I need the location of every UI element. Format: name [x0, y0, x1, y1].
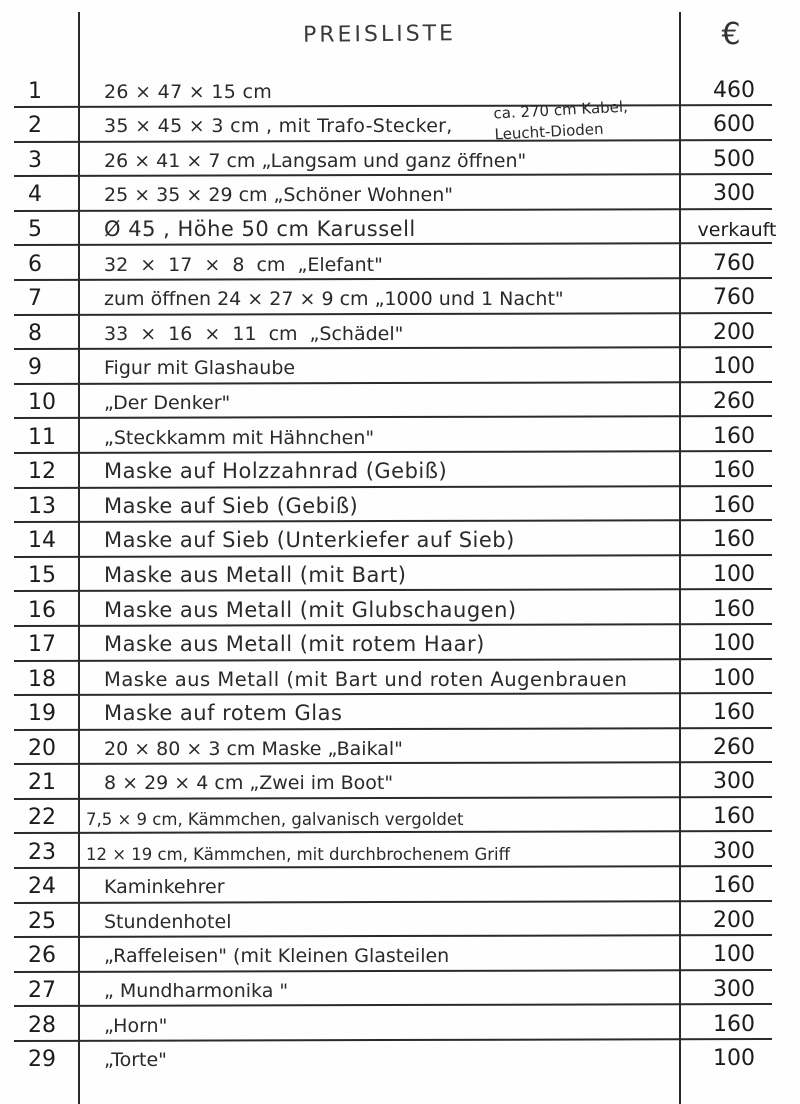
row-price: 160: [713, 423, 755, 449]
row-description: „Horn": [104, 1014, 168, 1037]
row-number: 6: [28, 251, 42, 277]
row-number: 4: [28, 182, 42, 208]
row-2-cable-note: [493, 97, 629, 146]
table-row: [0, 971, 800, 1006]
table-row: [0, 245, 800, 280]
row-price: 300: [713, 769, 755, 795]
row-description: 33 × 16 × 11 cm „Schädel": [104, 322, 404, 345]
row-description: 7,5 × 9 cm, Kämmchen, galvanisch vergoldet: [86, 810, 464, 830]
row-price: 100: [713, 942, 755, 968]
row-description: 8 × 29 × 4 cm „Zwei im Boot": [104, 772, 394, 795]
note-line: ca. 270 cm Kabel,: [493, 97, 629, 123]
row-number: 19: [28, 701, 56, 727]
table-row: [0, 522, 800, 557]
table-row: [0, 729, 800, 764]
row-number: 15: [28, 562, 56, 588]
row-price-sold: verkauft: [697, 218, 777, 241]
table-row: [0, 1006, 800, 1041]
row-price: 160: [713, 804, 755, 830]
row-price: 600: [713, 112, 755, 138]
table-row: [0, 176, 800, 211]
row-number: 25: [28, 908, 56, 934]
row-description: Maske aus Metall (mit Bart und roten Augenbrauen: [104, 667, 628, 691]
row-price: 160: [713, 873, 755, 899]
table-row: [0, 764, 800, 799]
row-description: Maske aus Metall (mit Glubschaugen): [104, 597, 517, 622]
row-price: 100: [713, 354, 755, 380]
row-price: 100: [713, 1046, 755, 1072]
row-number: 8: [28, 320, 42, 346]
row-description: „Der Denker": [104, 391, 231, 414]
row-description: 25 × 35 × 29 cm „Schöner Wohnen": [104, 184, 454, 207]
row-number: 12: [28, 459, 56, 485]
row-price: 260: [713, 388, 755, 414]
row-number: 10: [28, 389, 56, 415]
table-row: [0, 902, 800, 937]
row-description: 26 × 47 × 15 cm: [104, 80, 273, 103]
row-price: 300: [713, 838, 755, 864]
row-description: 35 × 45 × 3 cm , mit Trafo-Stecker,: [104, 115, 453, 138]
currency-header: €: [721, 16, 741, 52]
row-description: Stundenhotel: [104, 910, 232, 933]
table-row: [0, 591, 800, 626]
table-row: [0, 798, 800, 833]
row-number: 2: [28, 113, 42, 139]
row-description: zum öffnen 24 × 27 × 9 cm „1000 und 1 Nacht": [104, 288, 564, 311]
row-number: 20: [28, 735, 56, 761]
row-price: 160: [713, 596, 755, 622]
row-price: 300: [713, 977, 755, 1003]
table-row: [0, 1041, 800, 1076]
row-price: 100: [713, 631, 755, 657]
row-number: 1: [28, 78, 42, 104]
row-description: „Steckkamm mit Hähnchen": [104, 426, 375, 449]
page-title: PREISLISTE: [302, 20, 457, 48]
table-row: [0, 556, 800, 591]
table-row: [0, 349, 800, 384]
row-price: 200: [713, 319, 755, 345]
row-description: 12 × 19 cm, Kämmchen, mit durchbrochenem Griff: [86, 844, 510, 864]
row-number: 3: [28, 147, 42, 173]
table-row: [0, 383, 800, 418]
row-price: 160: [713, 1011, 755, 1037]
row-number: 18: [28, 666, 56, 692]
row-price: 260: [713, 734, 755, 760]
row-description: Figur mit Glashaube: [104, 357, 296, 380]
table-row: [0, 487, 800, 522]
row-number: 23: [28, 839, 56, 865]
table-row: [0, 833, 800, 868]
row-number: 28: [28, 1012, 56, 1038]
row-number: 21: [28, 770, 56, 796]
row-number: 14: [28, 528, 56, 554]
row-number: 16: [28, 597, 56, 623]
table-row: [0, 626, 800, 661]
row-description: „Raffeleisen" (mit Kleinen Glasteilen: [104, 945, 450, 968]
table-row: [0, 141, 800, 176]
table-row: [0, 937, 800, 972]
table-row: [0, 280, 800, 315]
price-table: [0, 72, 800, 1075]
row-price: 100: [713, 561, 755, 587]
row-number: 29: [28, 1047, 56, 1073]
row-number: 7: [28, 286, 42, 312]
table-row: [0, 453, 800, 488]
row-description: „Torte": [104, 1049, 167, 1072]
row-number: 26: [28, 943, 56, 969]
table-row: [0, 107, 800, 142]
row-description: Maske auf Sieb (Gebiß): [104, 493, 359, 518]
row-description: Maske auf Holzzahnrad (Gebiß): [104, 459, 448, 484]
table-row: [0, 210, 800, 245]
row-description: 20 × 80 × 3 cm Maske „Baikal": [104, 737, 403, 760]
row-number: 13: [28, 493, 56, 519]
row-description: Maske auf Sieb (Unterkiefer auf Sieb): [104, 528, 515, 553]
table-row: [0, 868, 800, 903]
row-price: 460: [713, 77, 755, 103]
row-price: 160: [713, 458, 755, 484]
row-number: 9: [28, 355, 42, 381]
note-line: Leucht-Dioden: [494, 119, 604, 144]
row-description: Maske auf rotem Glas: [104, 701, 343, 726]
row-description: Maske aus Metall (mit Bart): [104, 562, 407, 587]
row-price: 160: [713, 700, 755, 726]
row-price: 200: [713, 907, 755, 933]
row-description: Ø 45 , Höhe 50 cm Karussell: [104, 216, 416, 241]
table-row: [0, 660, 800, 695]
row-description: 32 × 17 × 8 cm „Elefant": [104, 253, 383, 276]
row-description: „ Mundharmonika ": [104, 980, 289, 1003]
row-number: 17: [28, 632, 56, 658]
row-price: 760: [713, 285, 755, 311]
row-description: 26 × 41 × 7 cm „Langsam und ganz öffnen": [104, 149, 527, 172]
row-number: 11: [28, 424, 56, 450]
row-description: Kaminkehrer: [104, 876, 225, 899]
table-row: [0, 72, 800, 107]
row-number: 27: [28, 978, 56, 1004]
row-price: 160: [713, 492, 755, 518]
table-row: [0, 314, 800, 349]
table-row: [0, 695, 800, 730]
row-number: 22: [28, 805, 56, 831]
row-price: 300: [713, 181, 755, 207]
row-price: 100: [713, 665, 755, 691]
table-row: [0, 418, 800, 453]
row-number: 24: [28, 874, 56, 900]
row-price: 760: [713, 250, 755, 276]
row-price: 500: [713, 146, 755, 172]
row-price: 160: [713, 527, 755, 553]
row-description: Maske aus Metall (mit rotem Haar): [104, 632, 485, 657]
row-number: 5: [28, 216, 42, 242]
